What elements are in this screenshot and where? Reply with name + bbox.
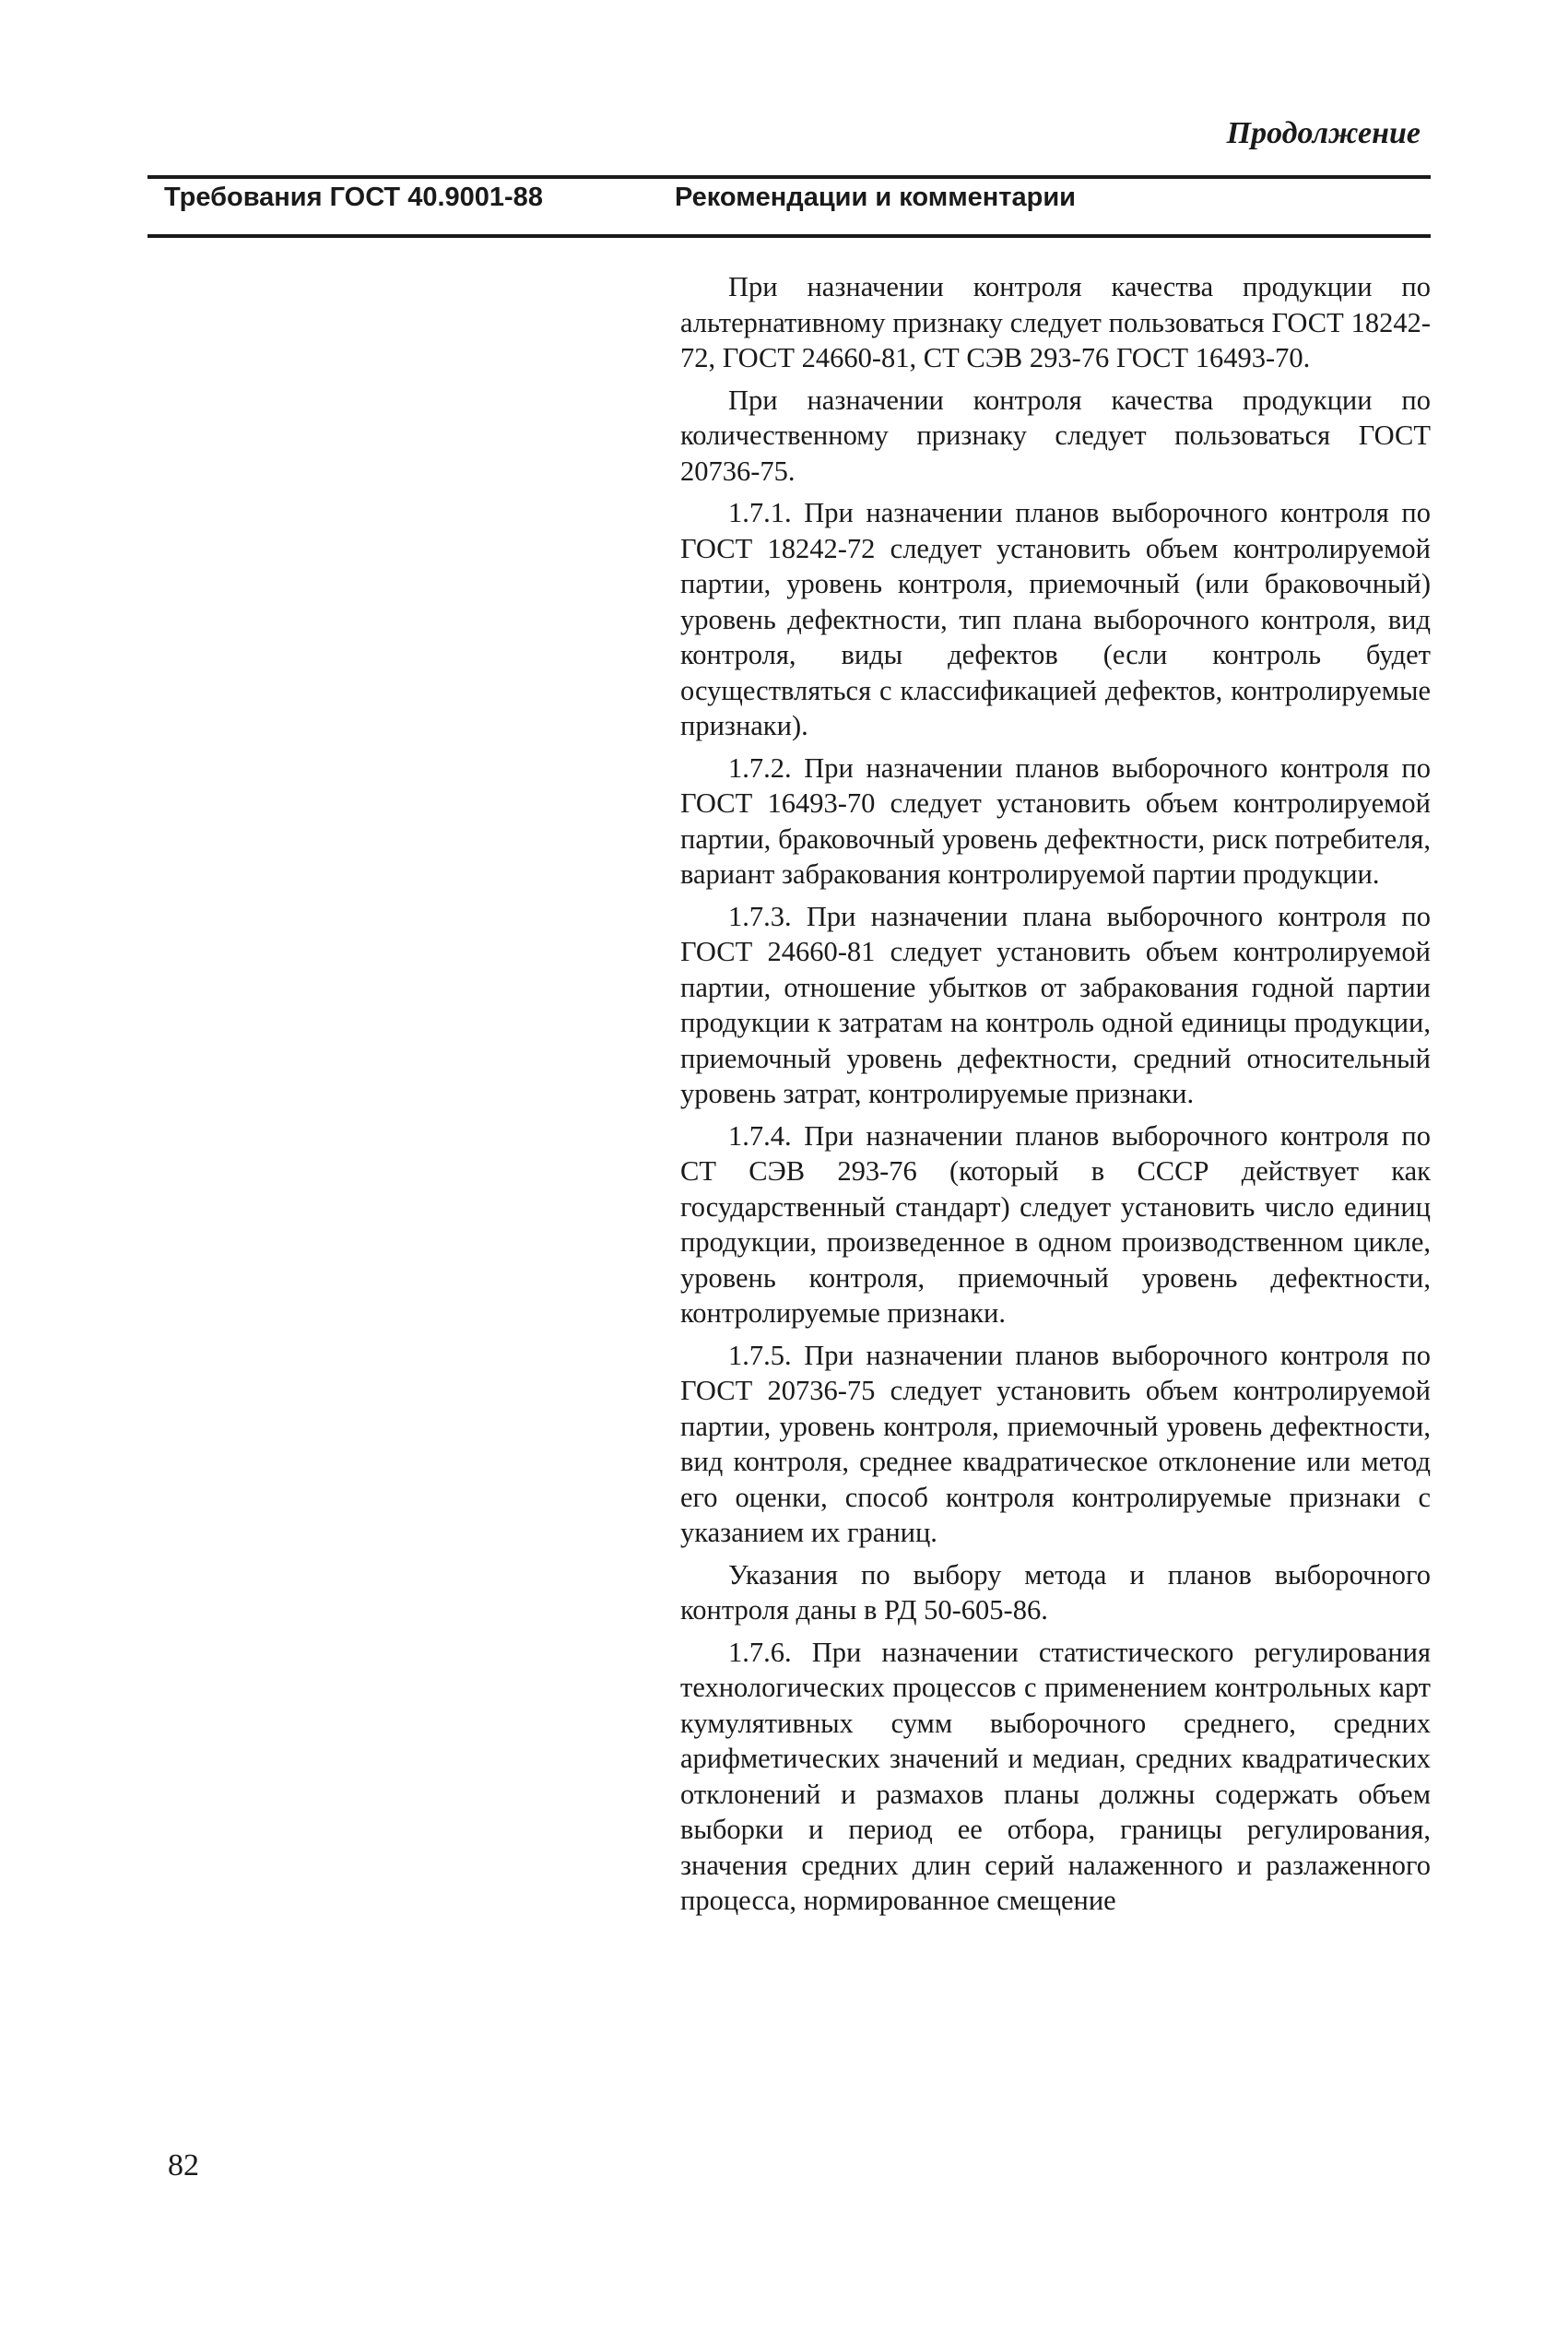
paragraph-1-7-2: 1.7.2. При назначении планов выборочного контроля по ГОСТ 16493-70 следует установить объем контролируемой партии, браковочный уровень дефектности, риск потребителя, вариант забракования контролируемой партии продукции. — [680, 751, 1431, 890]
paragraph-1-7-5: 1.7.5. При назначении планов выборочного контроля по ГОСТ 20736-75 следует установить объем контролируемой партии, уровень контроля, приемочный уровень дефектности, вид контроля, среднее квадратическое отклонение или метод его оценки, способ контроля контролируемые признаки с указанием их границ. — [680, 1339, 1431, 1548]
left-column-title: Требования ГОСТ 40.9001-88 — [164, 183, 543, 212]
paragraph-1-7-4: 1.7.4. При назначении планов выборочного контроля по СТ СЭВ 293-76 (который в СССР действует как государственный стандарт) следует установить число единиц продукции, произведенное в одном производственном цикле, уровень контроля, приемочный уровень дефектности, контролируемые признаки. — [680, 1119, 1431, 1329]
continuation-label: Продолжение — [1226, 116, 1421, 150]
paragraph-1-7-1: 1.7.1. При назначении планов выборочного контроля по ГОСТ 18242-72 следует установить объем контролируемой партии, уровень контроля, приемочный (или браковочный) уровень дефектности, тип плана выборочного контроля, вид контроля, виды дефектов (если контроль будет осуществляться с классификацией дефектов, контролируемые признаки). — [680, 497, 1431, 741]
header-bottom-rule — [147, 234, 1431, 238]
recommendations-column — [680, 269, 1431, 1925]
header-top-rule — [147, 175, 1431, 179]
page-number: 82 — [168, 2148, 199, 2182]
paragraph-1-7-6: 1.7.6. При назначении статистического регулирования технологических процессов с применением контрольных карт кумулятивных сумм выборочного среднего, средних арифметических значений и медиан, средних квадратических отклонений и размахов планы должны содержать объем выборки и период ее отбора, границы регулирования, значения средних длин серий налаженного и разлаженного процесса, нормированное смещение — [680, 1636, 1431, 1916]
paragraph-method-selection: Указания по выбору метода и планов выборочного контроля даны в РД 50-605-86. — [680, 1558, 1431, 1626]
paragraph-quantitative-control: При назначении контроля качества продукции по количественному признаку следует пользоваться ГОСТ 20736-75. — [680, 384, 1431, 487]
paragraph-1-7-3: 1.7.3. При назначении плана выборочного контроля по ГОСТ 24660-81 следует установить объем контролируемой партии, отношение убытков от забракования годной партии продукции к затратам на контроль одной единицы продукции, приемочный уровень дефектности, средний относительный уровень затрат, контролируемые признаки. — [680, 900, 1431, 1109]
right-column-title: Рекомендации и комментарии — [675, 183, 1076, 212]
paragraph-alternative-control: При назначении контроля качества продукции по альтернативному признаку следует пользоваться ГОСТ 18242-72, ГОСТ 24660-81, СТ СЭВ 293-76 ГОСТ 16493-70. — [680, 271, 1431, 373]
